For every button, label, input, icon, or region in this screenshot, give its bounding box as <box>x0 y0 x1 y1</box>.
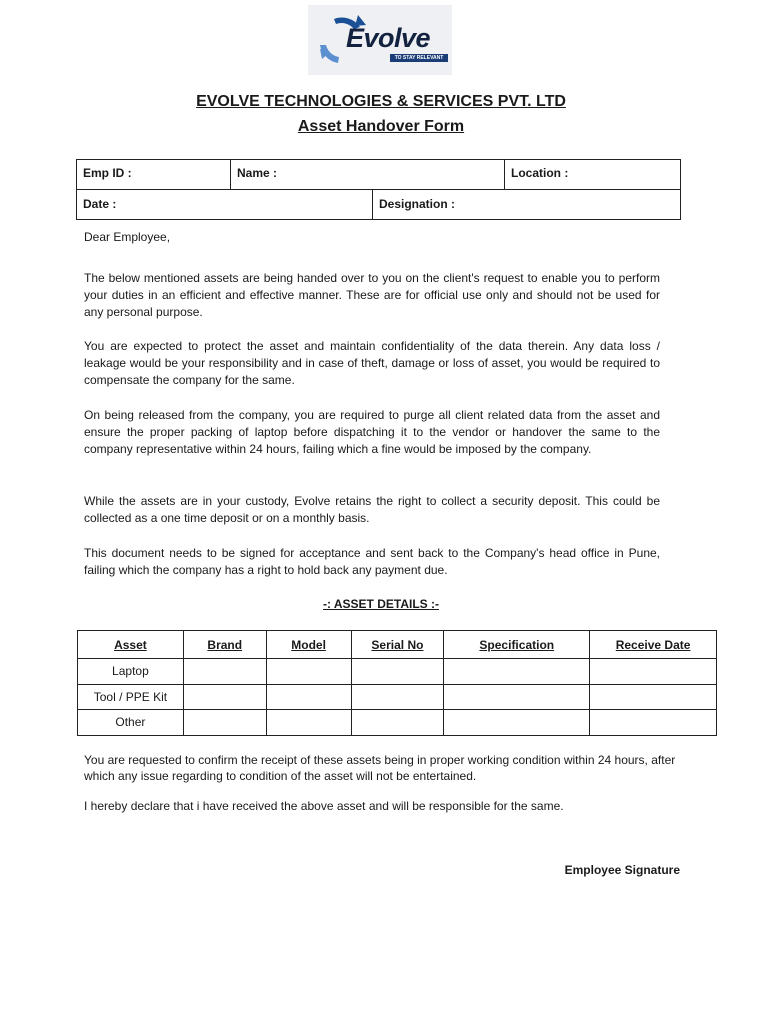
table-row <box>78 659 717 685</box>
asset-name-cell: Tool / PPE Kit <box>78 684 184 710</box>
logo-tagline: TO STAY RELEVANT <box>390 54 448 62</box>
info-row-1 <box>77 160 680 190</box>
specification-cell[interactable] <box>444 710 590 736</box>
employee-info-table <box>76 159 681 220</box>
greeting: Dear Employee, <box>84 230 171 244</box>
col-model: Model <box>266 631 351 659</box>
brand-cell[interactable] <box>183 684 266 710</box>
receive-date-cell[interactable] <box>590 710 717 736</box>
asset-details-table <box>77 630 717 736</box>
table-row <box>78 710 717 736</box>
serial-no-cell[interactable] <box>351 684 444 710</box>
asset-name-cell: Other <box>78 710 184 736</box>
info-row-2 <box>77 190 680 219</box>
name-field[interactable] <box>230 160 504 189</box>
brand-cell[interactable] <box>183 710 266 736</box>
asset-table-header <box>78 631 717 659</box>
specification-cell[interactable] <box>444 659 590 685</box>
col-asset: Asset <box>78 631 184 659</box>
designation-label: Designation : <box>379 197 456 211</box>
employee-signature-label[interactable]: Employee Signature <box>564 863 680 877</box>
col-receive-date: Receive Date <box>590 631 717 659</box>
col-specification: Specification <box>444 631 590 659</box>
col-brand: Brand <box>183 631 266 659</box>
company-name: EVOLVE TECHNOLOGIES & SERVICES PVT. LTD <box>196 93 566 110</box>
paragraph-deposit: While the assets are in your custody, Evolve retains the right to collect a security deposit. This could be collected as a one time deposit or on a monthly basis. <box>84 494 660 526</box>
logo-brand-text: Evolve <box>346 23 431 53</box>
paragraph-release: On being released from the company, you are required to purge all client related data from the asset and ensure the proper packing of laptop before dispatching it to the vendor or handover the same to the company representative within 24 hours, failing which a fine would be imposed by the company. <box>84 408 660 457</box>
evolve-logo <box>308 5 452 75</box>
declaration-text: I hereby declare that i have received the above asset and will be responsible for the same. <box>84 799 564 813</box>
model-cell[interactable] <box>266 659 351 685</box>
paragraph-protection: You are expected to protect the asset and maintain confidentiality of the data therein. Any data loss / leakage would be your responsibility and in case of theft, damage or loss of asset, you would be required to compensate the company for the same. <box>84 339 660 388</box>
specification-cell[interactable] <box>444 684 590 710</box>
table-row <box>78 684 717 710</box>
date-label: Date : <box>83 197 117 211</box>
brand-cell[interactable] <box>183 659 266 685</box>
emp-id-label: Emp ID : <box>83 166 132 180</box>
receive-date-cell[interactable] <box>590 684 717 710</box>
receive-date-cell[interactable] <box>590 659 717 685</box>
paragraph-signing: This document needs to be signed for acceptance and sent back to the Company's head office in Pune, failing which the company has a right to hold back any payment due. <box>84 546 660 578</box>
model-cell[interactable] <box>266 684 351 710</box>
confirm-receipt-text: You are requested to confirm the receipt of these assets being in proper working condition within 24 hours, after which any issue regarding to condition of the asset will not be entertained. <box>84 753 676 783</box>
location-field[interactable] <box>504 160 680 189</box>
paragraph-purpose: The below mentioned assets are being handed over to you on the client's request to enable you to perform your duties in an efficient and effective manner. These are for official use only and should not be used for any personal purpose. <box>84 271 660 320</box>
model-cell[interactable] <box>266 710 351 736</box>
date-field[interactable] <box>77 190 372 219</box>
asset-details-heading: -: ASSET DETAILS :- <box>323 597 439 611</box>
emp-id-field[interactable] <box>77 160 230 189</box>
asset-name-cell: Laptop <box>78 659 184 685</box>
form-title: Asset Handover Form <box>297 118 465 135</box>
col-serial-no: Serial No <box>351 631 444 659</box>
designation-field[interactable] <box>372 190 680 219</box>
name-label: Name : <box>237 166 278 180</box>
serial-no-cell[interactable] <box>351 659 444 685</box>
location-label: Location : <box>511 166 569 180</box>
serial-no-cell[interactable] <box>351 710 444 736</box>
